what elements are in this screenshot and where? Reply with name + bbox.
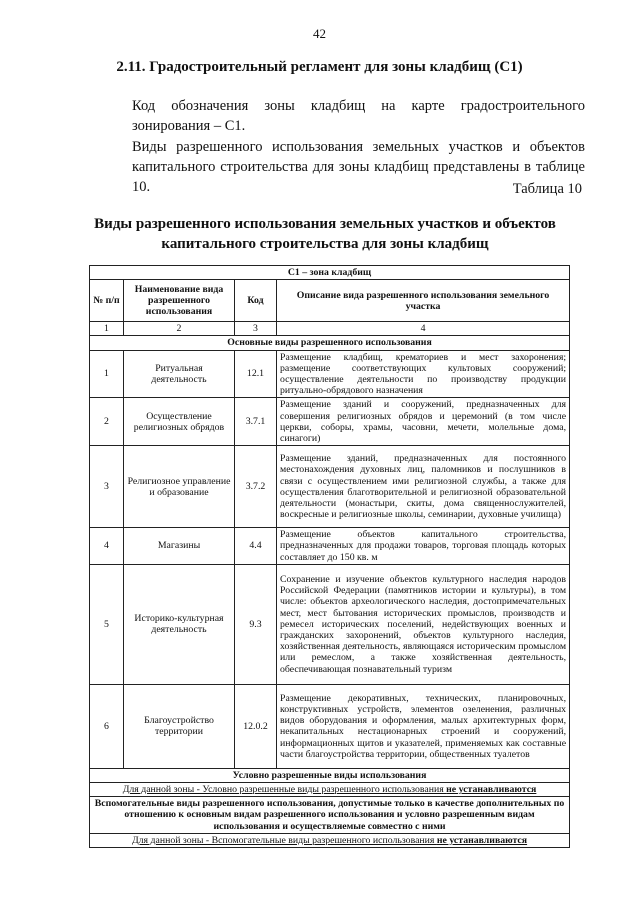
col-number: 1	[90, 322, 124, 336]
table-row	[90, 564, 570, 684]
col-header-name: Наименование вида разрешенного использования	[124, 280, 235, 322]
col-number: 4	[277, 322, 570, 336]
conditional-note	[90, 783, 570, 797]
column-number-row	[90, 322, 570, 336]
paragraph-table-ref	[86, 137, 585, 197]
conditional-note-text: Для данной зоны - Условно разрешенные виды разрешенного использования	[122, 784, 447, 796]
conditional-note-row	[90, 783, 570, 797]
auxiliary-note-text: Для данной зоны - Вспомогательные виды разрешенного использования	[131, 834, 437, 846]
row-desc: Размещение декоративных, технических, планировочных, конструктивных устройств, элементов озеленения, различных видов оборудования и оформления, малых архитектурных форм, некапитальных нестационарных строений и сооружений, информационных щитов и указателей, применяемых как составные части благоустройства территории, общественных туалетов	[277, 684, 570, 768]
auxiliary-section-title: Вспомогательные виды разрешенного использования, допустимые только в качестве дополнительных по отношению к основным видам разрешенного использования и условно разрешенным видам использования и осуществляемые совместно с ними	[90, 797, 570, 834]
row-num: 3	[90, 446, 124, 528]
section-title: 2.11. Градостроительный регламент для зоны кладбищ (С1)	[116, 59, 523, 75]
row-num: 2	[90, 398, 124, 446]
col-number: 3	[235, 322, 277, 336]
main-section-row	[90, 336, 570, 350]
conditional-section-title: Условно разрешенные виды использования	[90, 768, 570, 782]
paragraph-zone-code-text: Код обозначения зоны кладбищ на карте градостроительного зонирования – С1.	[132, 98, 585, 134]
row-name: Магазины	[124, 528, 235, 565]
col-header-desc: Описание вида разрешенного использования земельного участка	[277, 280, 570, 322]
row-num: 4	[90, 528, 124, 565]
row-name: Историко-культурная деятельность	[124, 564, 235, 684]
conditional-section-row	[90, 768, 570, 782]
row-desc: Сохранение и изучение объектов культурного наследия народов Российской Федерации (памятников истории и культуры), в том числе: объектов археологического наследия, достопримечательных мест, мест бытования исторических промыслов, производств и ремесел исторических поселений, недействующих военных и гражданских захоронений, объектов культурного наследия, хозяйственная деятельность, являющаяся историческим промыслом или ремеслом, а также хозяйственная деятельность, обеспечивающая познавательный туризм	[277, 564, 570, 684]
row-num: 5	[90, 564, 124, 684]
row-code: 12.1	[235, 350, 277, 398]
table-row	[90, 446, 570, 528]
row-name: Благоустройство территории	[124, 684, 235, 768]
zone-header-row	[90, 266, 570, 280]
main-section-title: Основные виды разрешенного использования	[90, 336, 570, 350]
row-desc: Размещение объектов капитального строительства, предназначенных для продажи товаров, торговая площадь которых составляет до 150 кв. м	[277, 528, 570, 565]
col-header-code: Код	[235, 280, 277, 322]
zone-header: С1 – зона кладбищ	[90, 266, 570, 280]
row-code: 3.7.1	[235, 398, 277, 446]
row-code: 3.7.2	[235, 446, 277, 528]
column-header-row	[90, 280, 570, 322]
table-label: Таблица 10	[512, 181, 582, 197]
row-name: Религиозное управление и образование	[124, 446, 235, 528]
row-code: 9.3	[235, 564, 277, 684]
paragraph-table-ref-text: Виды разрешенного использования земельных участков и объектов капитального строительства для зоны кладбищ представлены в таблице 10.	[132, 139, 585, 195]
row-name: Осуществление религиозных обрядов	[124, 398, 235, 446]
row-name: Ритуальная деятельность	[124, 350, 235, 398]
auxiliary-section-row	[90, 797, 570, 834]
row-desc: Размещение зданий и сооружений, предназначенных для совершения религиозных обрядов и церемоний (в том числе церкви, соборы, храмы, часовни, мечети, молельные дома, синагоги)	[277, 398, 570, 446]
row-desc: Размещение кладбищ, крематориев и мест захоронения; размещение соответствующих культовых сооружений; осуществление деятельности по производству продукции ритуально-обрядового назначения	[277, 350, 570, 398]
row-code: 12.0.2	[235, 684, 277, 768]
table-row	[90, 684, 570, 768]
auxiliary-note-row	[90, 833, 570, 847]
row-num: 1	[90, 350, 124, 398]
zoning-table	[89, 265, 570, 848]
row-code: 4.4	[235, 528, 277, 565]
auxiliary-note	[90, 833, 570, 847]
table-heading: Виды разрешенного использования земельных участков и объектов капитального строительства для зоны кладбищ	[94, 216, 556, 252]
auxiliary-note-emphasis: не устанавливаются	[436, 834, 528, 846]
page-number: 42	[313, 26, 326, 41]
row-desc: Размещение зданий, предназначенных для постоянного местонахождения духовных лиц, паломников и послушников в связи с осуществлением ими религиозной службы, а также для осуществления благотворительной и религиозной образовательной деятельности (монастыри, скиты, дома священнослужителей, воскресные и религиозные школы, семинарии, духовные училища)	[277, 446, 570, 528]
paragraph-zone-code	[86, 96, 585, 136]
row-num: 6	[90, 684, 124, 768]
col-number: 2	[124, 322, 235, 336]
conditional-note-emphasis: не устанавливаются	[446, 784, 537, 796]
table-row	[90, 528, 570, 565]
table-row	[90, 398, 570, 446]
col-header-num: № п/п	[90, 280, 124, 322]
table-row	[90, 350, 570, 398]
